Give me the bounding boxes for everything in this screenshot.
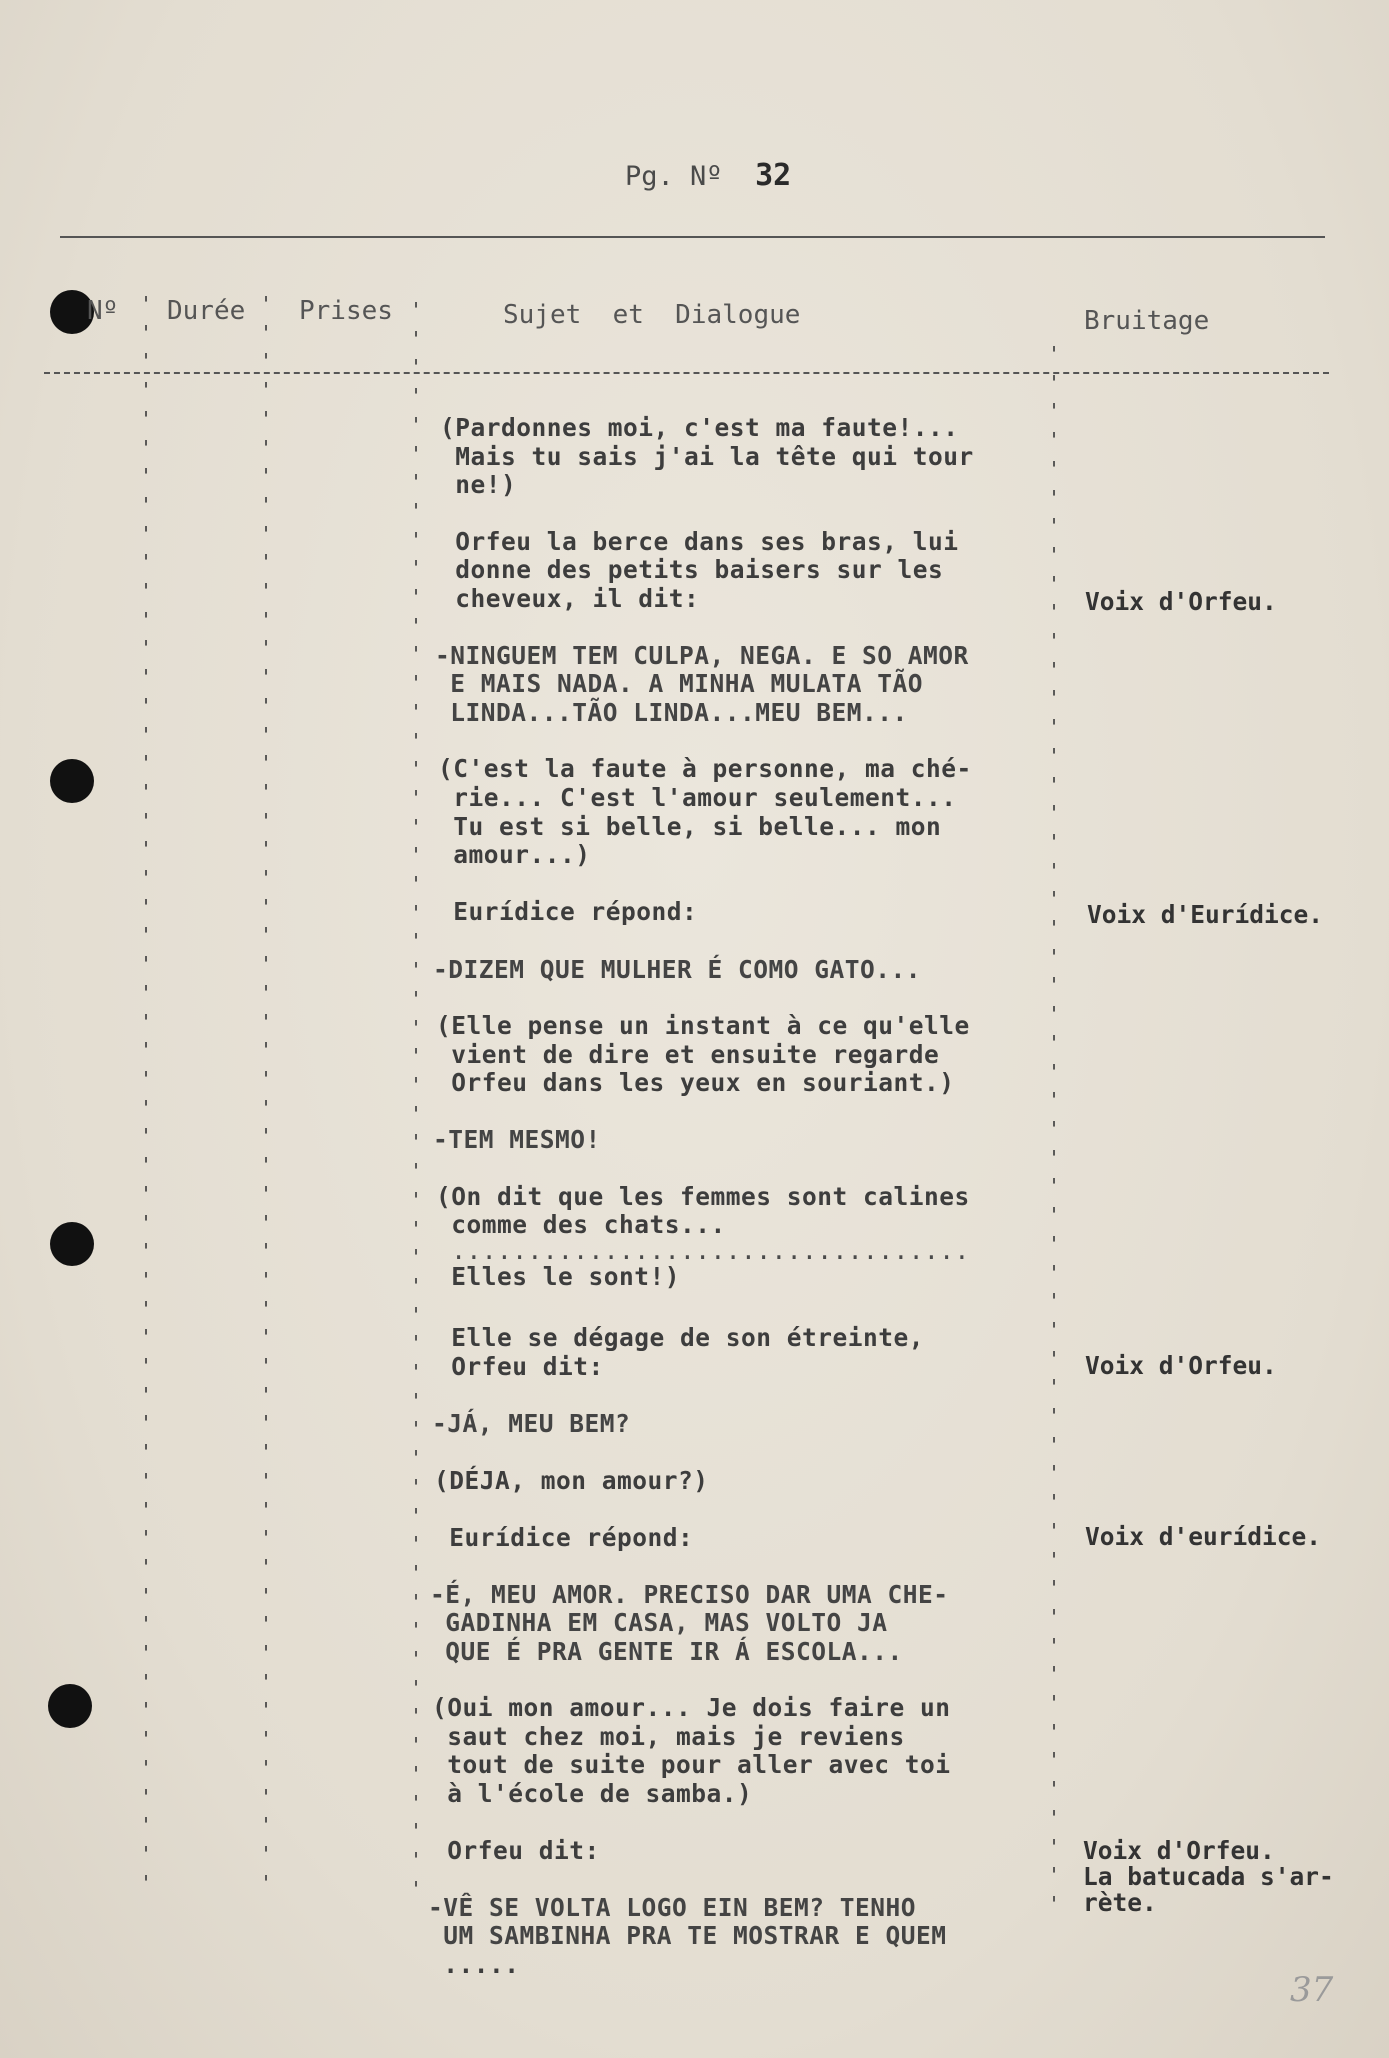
page-number-prefix: Pg. Nº	[625, 161, 723, 192]
dialogue-line: LINDA...TÃO LINDA...MEU BEM...	[435, 698, 908, 727]
dialogue-line: rie... C'est l'amour seulement...	[438, 783, 957, 812]
header-duree: Durée	[167, 296, 246, 326]
dialogue-line: tout de suite pour aller avec toi	[432, 1750, 951, 1779]
punch-hole	[50, 759, 94, 803]
header-no: Nº	[87, 296, 119, 326]
dialogue-line: (Elle pense un instant à ce qu'elle	[436, 1011, 970, 1040]
dialogue-line: (Pardonnes moi, c'est ma faute!...	[440, 413, 959, 442]
dialogue-line: Elles le sont!)	[436, 1262, 681, 1291]
dialogue-line: UM SAMBINHA PRA TE MOSTRAR E QUEM	[428, 1921, 947, 1950]
bruitage-note: La batucada s'ar-	[1083, 1862, 1334, 1891]
dialogue-line: (On dit que les femmes sont calines	[436, 1182, 970, 1211]
dialogue-line: -TEM MESMO!	[433, 1125, 601, 1154]
dialogue-line: Mais tu sais j'ai la tête qui tour	[440, 442, 974, 471]
dialogue-line: E MAIS NADA. A MINHA MULATA TÃO	[435, 669, 924, 698]
dialogue-line: GADINHA EM CASA, MAS VOLTO JA	[430, 1608, 888, 1637]
dialogue-line: cheveux, il dit:	[440, 584, 700, 613]
dialogue-line: ne!)	[440, 470, 517, 499]
dialogue-line: amour...)	[438, 840, 591, 869]
header-rule	[44, 372, 1329, 374]
header-bruitage: Bruitage	[1084, 306, 1210, 336]
dialogue-line: vient de dire et ensuite regarde	[436, 1040, 940, 1069]
dialogue-line: Eurídice répond:	[438, 897, 698, 926]
dialogue-line: -DIZEM QUE MULHER É COMO GATO...	[433, 955, 922, 984]
dialogue-line: Orfeu dit:	[436, 1352, 604, 1381]
punch-hole	[50, 1222, 94, 1266]
dialogue-line: Orfeu dit:	[432, 1836, 600, 1865]
dialogue-line: .....	[428, 1950, 520, 1979]
corner-mark: 37	[1290, 1970, 1334, 2010]
dialogue-line: QUE É PRA GENTE IR Á ESCOLA...	[430, 1637, 903, 1666]
bruitage-note: Voix d'eurídice.	[1085, 1522, 1322, 1551]
dialogue-line: Tu est si belle, si belle... mon	[438, 812, 942, 841]
dialogue-line: comme des chats...	[436, 1210, 726, 1239]
bruitage-note: Voix d'Orfeu.	[1083, 1836, 1275, 1865]
dialogue-line: Elle se dégage de son étreinte,	[436, 1323, 925, 1352]
page-number	[625, 158, 791, 193]
bruitage-note: Voix d'Eurídice.	[1087, 900, 1324, 929]
dialogue-line: (Oui mon amour... Je dois faire un	[432, 1693, 951, 1722]
column-separator: ' ' ' ' ' ' ' ' ' ' ' ' ' ' ' ' ' ' ' ' ' ' ' ' ' ' ' ' ' ' ' ' ' ' ' ' ' ' ' ' ' ' ' ' ' ' ' ' ' ' ' ' ' ' ' '	[140, 292, 153, 1895]
dialogue-line: donne des petits baisers sur les	[440, 555, 944, 584]
column-separator: ' ' ' ' ' ' ' ' ' ' ' ' ' ' ' ' ' ' ' ' ' ' ' ' ' ' ' ' ' ' ' ' ' ' ' ' ' ' ' ' ' ' ' ' ' ' ' ' ' ' ' ' ' ' ' '	[410, 298, 423, 1901]
bruitage-note: rète.	[1083, 1888, 1157, 1917]
top-rule	[60, 236, 1325, 238]
dialogue-line: -VÊ SE VOLTA LOGO EIN BEM? TENHO	[428, 1893, 917, 1922]
dialogue-line: -É, MEU AMOR. PRECISO DAR UMA CHE-	[430, 1580, 949, 1609]
bruitage-note: Voix d'Orfeu.	[1085, 1351, 1277, 1380]
dialogue-line: (C'est la faute à personne, ma ché-	[438, 754, 972, 783]
dialogue-line: (DÉJA, mon amour?)	[434, 1466, 709, 1495]
column-separator: ' ' ' ' ' ' ' ' ' ' ' ' ' ' ' ' ' ' ' ' ' ' ' ' ' ' ' ' ' ' ' ' ' ' ' ' ' ' ' ' ' ' ' ' ' ' ' ' ' ' ' ' ' ' '	[1048, 342, 1061, 1916]
dialogue-line: à l'école de samba.)	[432, 1779, 753, 1808]
bruitage-note: Voix d'Orfeu.	[1085, 587, 1277, 616]
page-number-value: 32	[755, 158, 792, 193]
dialogue-line: -NINGUEM TEM CULPA, NEGA. E SO AMOR	[435, 641, 969, 670]
punch-hole	[48, 1684, 92, 1728]
dialogue-line: Orfeu dans les yeux en souriant.)	[436, 1068, 955, 1097]
dialogue-line: saut chez moi, mais je reviens	[432, 1722, 905, 1751]
dialogue-line: ..................................	[436, 1236, 970, 1265]
dialogue-line: -JÁ, MEU BEM?	[432, 1409, 631, 1438]
header-sujet: Sujet et Dialogue	[503, 300, 801, 330]
dialogue-line: Orfeu la berce dans ses bras, lui	[440, 527, 959, 556]
column-separator: ' ' ' ' ' ' ' ' ' ' ' ' ' ' ' ' ' ' ' ' ' ' ' ' ' ' ' ' ' ' ' ' ' ' ' ' ' ' ' ' ' ' ' ' ' ' ' ' ' ' ' ' ' ' ' '	[260, 292, 273, 1895]
header-prises: Prises	[299, 296, 393, 326]
dialogue-line: Eurídice répond:	[434, 1523, 694, 1552]
